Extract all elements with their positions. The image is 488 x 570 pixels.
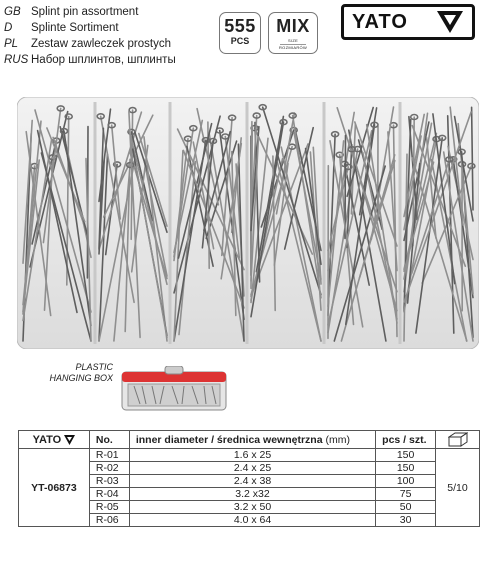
packing-quantity: 5/10	[436, 449, 480, 527]
row-pcs: 100	[376, 475, 436, 488]
row-size: 3.2 x 50	[129, 501, 375, 514]
column-header-diameter	[129, 431, 375, 449]
language-list	[4, 4, 214, 68]
piece-count-unit: PCS	[230, 36, 250, 46]
column-header-pcs: pcs / szt.	[376, 431, 436, 449]
table-header-row	[19, 431, 480, 449]
language-code: GB	[4, 6, 21, 18]
mix-line1: SIZE	[287, 38, 299, 43]
row-size: 4.0 x 64	[129, 514, 375, 527]
brand-name: YATO	[352, 10, 408, 33]
row-size: 3.2 x32	[129, 488, 375, 501]
row-size: 1.6 x 25	[129, 449, 375, 462]
row-number: R-03	[89, 475, 129, 488]
language-code: PL	[4, 38, 19, 50]
row-number: R-05	[89, 501, 129, 514]
row-size: 2.4 x 38	[129, 475, 375, 488]
box-icon	[448, 432, 468, 447]
table-row	[19, 449, 480, 462]
hanging-box-thumbnail	[120, 366, 230, 414]
language-text: Splint pin assortment	[31, 6, 139, 18]
packaging-caption-line2: HANGING BOX	[49, 373, 113, 383]
mix-word: MIX	[276, 16, 310, 36]
row-number: R-04	[89, 488, 129, 501]
row-number: R-06	[89, 514, 129, 527]
packaging-caption-line1: PLASTIC	[75, 362, 113, 372]
row-pcs: 50	[376, 501, 436, 514]
brand-mark-icon	[64, 435, 75, 445]
packaging-caption	[33, 362, 113, 384]
language-code: RUS	[4, 54, 29, 66]
mix-line2: ROZMIARÓW	[278, 45, 308, 50]
table-brand-logo	[33, 434, 76, 446]
row-number: R-02	[89, 462, 129, 475]
row-pcs: 150	[376, 449, 436, 462]
language-text: Zestaw zawleczek prostych	[31, 38, 171, 50]
row-pcs: 150	[376, 462, 436, 475]
mix-size-badge	[268, 12, 318, 54]
table-brand-name: YATO	[32, 433, 62, 446]
row-pcs: 30	[376, 514, 436, 527]
brand-mark-icon	[436, 10, 464, 34]
column-header-no: No.	[89, 431, 129, 449]
brand-logo	[341, 4, 475, 40]
piece-count-badge	[219, 12, 261, 54]
row-pcs: 75	[376, 488, 436, 501]
piece-count-number: 555	[224, 16, 256, 36]
language-row-rus	[4, 52, 214, 68]
language-row-gb	[4, 4, 214, 20]
product-photo	[17, 97, 479, 349]
table-brand-cell	[19, 431, 90, 449]
specification-table	[18, 430, 480, 527]
column-header-diameter-unit: (mm)	[325, 433, 350, 446]
language-row-pl	[4, 36, 214, 52]
column-header-packing	[436, 431, 480, 449]
row-number: R-01	[89, 449, 129, 462]
row-size: 2.4 x 25	[129, 462, 375, 475]
column-header-diameter-text: inner diameter / średnica wewnętrzna	[135, 433, 323, 446]
language-text: Набор шплинтов, шплинты	[31, 54, 176, 66]
language-text: Splinte Sortiment	[31, 22, 119, 34]
language-code: D	[4, 22, 13, 34]
language-row-d	[4, 20, 214, 36]
model-number: YT-06873	[19, 449, 90, 527]
